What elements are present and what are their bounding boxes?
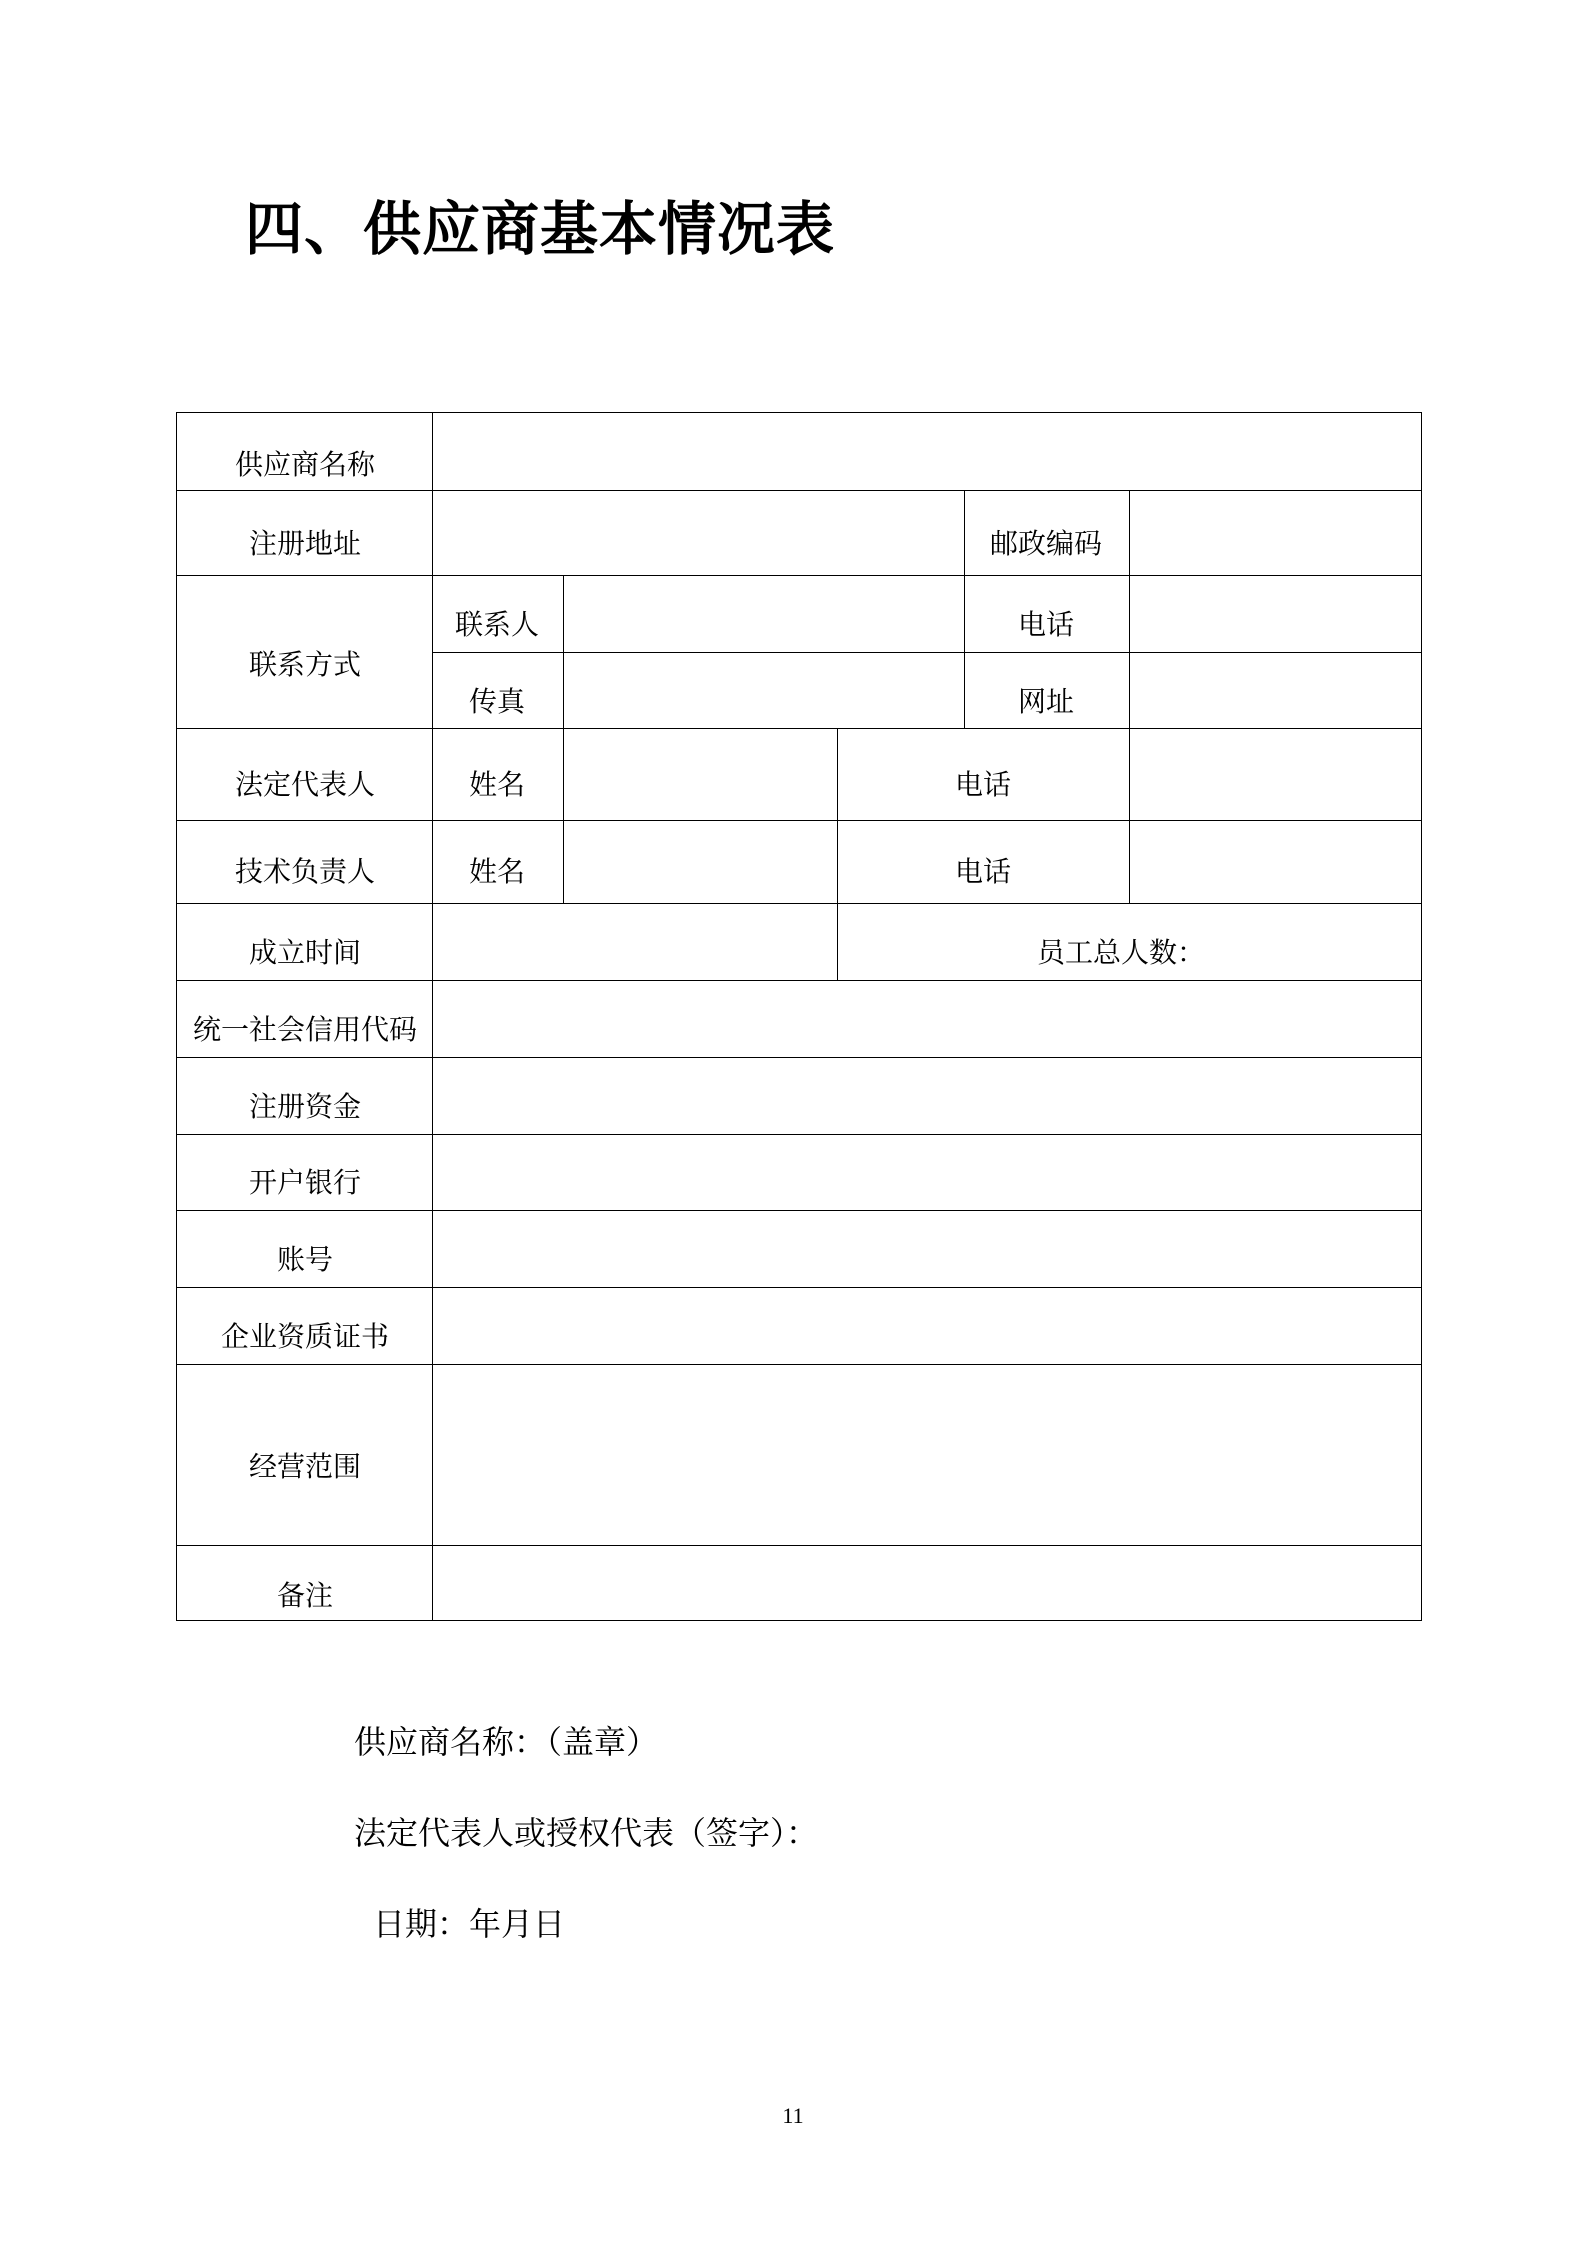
label-postal-code: 邮政编码 xyxy=(989,527,1103,560)
signature-line: 法定代表人或授权代表（签字）： xyxy=(354,1814,819,1852)
label-qualification: 企业资质证书 xyxy=(220,1320,390,1353)
label-credit-code: 统一社会信用代码 xyxy=(192,1013,418,1046)
row-divider xyxy=(177,1287,1421,1288)
label-tech-lead-name: 姓名 xyxy=(468,855,526,888)
label-bank: 开户银行 xyxy=(248,1166,362,1199)
row-divider xyxy=(177,1210,1421,1211)
contact-person-field[interactable] xyxy=(565,577,962,652)
label-remarks: 备注 xyxy=(276,1579,334,1612)
registered-address-field[interactable] xyxy=(434,492,962,575)
remarks-field[interactable] xyxy=(434,1547,1421,1620)
supplier-name-field[interactable] xyxy=(434,413,1421,490)
row-divider xyxy=(177,1545,1421,1546)
account-number-field[interactable] xyxy=(434,1212,1421,1287)
column-divider xyxy=(964,490,965,728)
label-legal-rep-name: 姓名 xyxy=(468,768,526,801)
fax-field[interactable] xyxy=(565,654,962,728)
label-established-date: 成立时间 xyxy=(248,936,362,969)
column-divider xyxy=(432,413,433,1620)
contact-phone-field[interactable] xyxy=(1131,577,1421,652)
page-title: 四、供应商基本情况表 xyxy=(245,195,836,263)
label-contact-person: 联系人 xyxy=(454,608,540,641)
row-divider xyxy=(177,575,1421,576)
credit-code-field[interactable] xyxy=(434,982,1421,1057)
label-account-number: 账号 xyxy=(276,1243,334,1276)
row-divider xyxy=(432,652,1421,653)
website-field[interactable] xyxy=(1131,654,1421,728)
registered-capital-field[interactable] xyxy=(434,1059,1421,1134)
tech-lead-name-field[interactable] xyxy=(565,822,835,903)
row-divider xyxy=(177,980,1421,981)
label-fax: 传真 xyxy=(468,685,526,718)
established-date-field[interactable] xyxy=(434,905,835,980)
label-tech-lead-phone: 电话 xyxy=(954,855,1012,888)
postal-code-field[interactable] xyxy=(1131,492,1421,575)
tech-lead-phone-field[interactable] xyxy=(1131,822,1421,903)
row-divider xyxy=(177,490,1421,491)
label-business-scope: 经营范围 xyxy=(248,1450,362,1483)
row-divider xyxy=(177,728,1421,729)
row-divider xyxy=(177,1057,1421,1058)
business-scope-field[interactable] xyxy=(434,1366,1421,1545)
supplier-seal-line: 供应商名称：（盖章） xyxy=(354,1723,659,1761)
label-website: 网址 xyxy=(1017,685,1075,718)
label-contact-phone: 电话 xyxy=(1017,608,1075,641)
page-number: 11 xyxy=(782,2103,804,2128)
label-supplier-name: 供应商名称 xyxy=(234,448,376,481)
column-divider xyxy=(563,575,564,903)
date-line: 日期：年月日 xyxy=(373,1905,566,1943)
row-divider xyxy=(177,903,1421,904)
label-legal-representative: 法定代表人 xyxy=(234,768,376,801)
legal-rep-name-field[interactable] xyxy=(565,730,835,820)
qualification-field[interactable] xyxy=(434,1289,1421,1364)
label-total-employees: 员工总人数： xyxy=(1036,936,1206,969)
label-contact-method: 联系方式 xyxy=(248,648,362,681)
label-technical-lead: 技术负责人 xyxy=(234,855,376,888)
legal-rep-phone-field[interactable] xyxy=(1131,730,1421,820)
supplier-info-table xyxy=(176,412,1422,1621)
column-divider xyxy=(1129,490,1130,903)
column-divider xyxy=(837,728,838,980)
label-legal-rep-phone: 电话 xyxy=(954,768,1012,801)
bank-field[interactable] xyxy=(434,1136,1421,1210)
label-registered-address: 注册地址 xyxy=(248,527,362,560)
label-registered-capital: 注册资金 xyxy=(248,1090,362,1123)
row-divider xyxy=(177,1134,1421,1135)
row-divider xyxy=(177,1364,1421,1365)
row-divider xyxy=(177,820,1421,821)
